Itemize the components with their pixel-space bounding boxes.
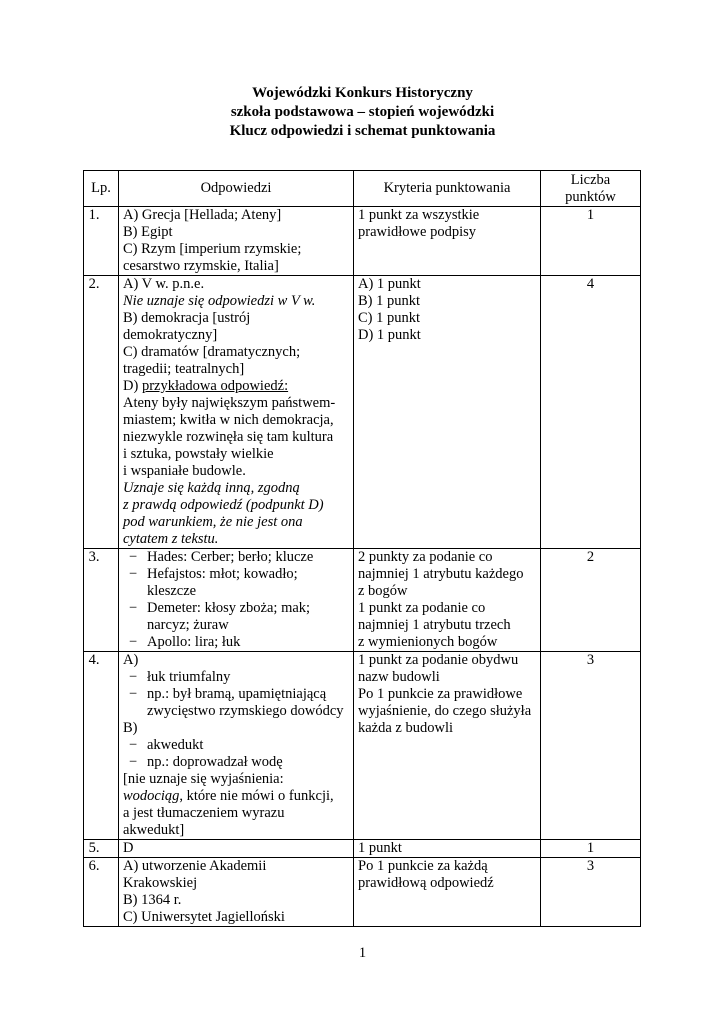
row-number: 5. (84, 840, 119, 858)
bullet-item (123, 549, 349, 566)
answer-line: C) Uniwersytet Jagielloński (123, 909, 285, 925)
table-row (84, 840, 641, 858)
bullet-item (123, 600, 349, 634)
criteria-line: najmniej 1 atrybutu każdego (358, 566, 524, 582)
table-header-row (84, 171, 641, 207)
answer-note: [nie uznaje się wyjaśnienia: (123, 771, 284, 787)
answer-line: A) Grecja [Hellada; Ateny] (123, 207, 282, 223)
bullet-text: Apollo: lira; łuk (147, 634, 241, 650)
answer-line (123, 378, 349, 395)
criteria-line: 2 punkty za podanie co (358, 549, 493, 565)
answer-note: z prawdą odpowiedź (podpunkt D) (123, 497, 324, 513)
criteria-line: każda z budowli (358, 720, 454, 736)
answer-note: akwedukt] (123, 822, 185, 838)
answer-note: cytatem z tekstu. (123, 531, 219, 547)
answer-line: A) V w. p.n.e. (123, 276, 205, 292)
answer-line: cesarstwo rzymskie, Italia] (123, 258, 279, 274)
row-answers (119, 858, 354, 927)
answer-line: miastem; kwitła w nich demokracja, (123, 412, 334, 428)
answer-underlined: przykładowa odpowiedź: (141, 378, 289, 394)
table-row (84, 276, 641, 549)
answer-line: demokratyczny] (123, 327, 218, 343)
document-subtitle: Klucz odpowiedzi i schemat punktowania (229, 123, 496, 139)
answer-note: Uznaje się każdą inną, zgodną (123, 480, 300, 496)
contest-title: Wojewódzki Konkurs Historyczny (252, 85, 473, 101)
bullet-text: np.: doprowadzał wodę (147, 754, 283, 770)
criteria-line: A) 1 punkt (358, 276, 421, 292)
criteria-line: C) 1 punkt (358, 310, 421, 326)
answer-line: B) demokracja [ustrój (123, 310, 251, 326)
row-number: 4. (84, 652, 119, 840)
criteria-line: najmniej 1 atrybutu trzech (358, 617, 511, 633)
answer-note: Nie uznaje się odpowiedzi w V w. (123, 293, 316, 309)
row-answers (119, 549, 354, 652)
page-number: 1 (358, 945, 367, 961)
header-answers: Odpowiedzi (119, 171, 354, 207)
answer-line: i sztuka, powstały wielkie (123, 446, 274, 462)
header-criteria: Kryteria punktowania (354, 171, 541, 207)
answer-line: C) Rzym [imperium rzymskie; (123, 241, 302, 257)
criteria-line: z bogów (358, 583, 408, 599)
answer-line: C) dramatów [dramatycznych; (123, 344, 301, 360)
row-answers (119, 276, 354, 549)
row-points: 3 (541, 858, 641, 927)
answer-line: D (123, 840, 134, 856)
answer-line: Ateny były największym państwem- (123, 395, 336, 411)
bullet-text: zwycięstwo rzymskiego dowódcy (147, 703, 344, 719)
bullet-item (123, 737, 349, 754)
table-row (84, 652, 641, 840)
bullet-item (123, 669, 349, 686)
bullet-item (123, 566, 349, 600)
criteria-line: prawidłową odpowiedź (358, 875, 494, 891)
answer-note (123, 788, 349, 805)
criteria-line: B) 1 punkt (358, 293, 421, 309)
criteria-line: z wymienionych bogów (358, 634, 498, 650)
criteria-line: Po 1 punkcie za każdą (358, 858, 488, 874)
answer-prefix: D) (123, 378, 142, 394)
table-row (84, 858, 641, 927)
bullet-text: akwedukt (147, 737, 204, 753)
bullet-text: − np.: był bramą, upamiętniającą (147, 686, 327, 702)
criteria-line: 1 punkt (358, 840, 402, 856)
bullet-text: kleszcze (147, 583, 197, 599)
row-answers (119, 652, 354, 840)
row-criteria (354, 840, 541, 858)
criteria-line: Po 1 punkcie za prawidłowe (358, 686, 523, 702)
criteria-line: D) 1 punkt (358, 327, 421, 343)
row-criteria (354, 652, 541, 840)
criteria-line: 1 punkt za podanie co (358, 600, 486, 616)
criteria-line: wyjaśnienie, do czego służyła (358, 703, 532, 719)
answer-line: A) (123, 652, 139, 668)
answer-key-table (83, 170, 641, 927)
header-points (541, 171, 641, 207)
row-number: 2. (84, 276, 119, 549)
header-lp: Lp. (84, 171, 119, 207)
row-points: 1 (541, 840, 641, 858)
criteria-line: prawidłowe podpisy (358, 224, 476, 240)
bullet-item (123, 754, 349, 771)
criteria-line: nazw budowli (358, 669, 440, 685)
bullet-item (123, 686, 349, 720)
row-criteria (354, 549, 541, 652)
row-criteria (354, 207, 541, 276)
criteria-line: 1 punkt za wszystkie (358, 207, 480, 223)
row-points: 1 (541, 207, 641, 276)
answer-line: i wspaniałe budowle. (123, 463, 246, 479)
row-points: 4 (541, 276, 641, 549)
contest-level: szkoła podstawowa – stopień wojewódzki (230, 104, 495, 120)
row-answers (119, 840, 354, 858)
header-points-line1: Liczba (570, 171, 611, 188)
answer-line: A) utworzenie Akademii (123, 858, 267, 874)
table-row (84, 549, 641, 652)
answer-note: pod warunkiem, że nie jest ona (123, 514, 303, 530)
bullet-text: narcyz; żuraw (147, 617, 229, 633)
answer-line: B) 1364 r. (123, 892, 182, 908)
bullet-text: − Demeter: kłosy zboża; mak; (147, 600, 311, 616)
bullet-text: łuk triumfalny (147, 669, 231, 685)
row-criteria (354, 858, 541, 927)
bullet-item (123, 634, 349, 651)
answer-italic: wodociąg (123, 788, 180, 804)
answer-line: tragedii; teatralnych] (123, 361, 245, 377)
row-number: 3. (84, 549, 119, 652)
answer-line: niezwykle rozwinęła się tam kultura (123, 429, 334, 445)
row-answers (119, 207, 354, 276)
answer-line: B) Egipt (123, 224, 173, 240)
row-criteria (354, 276, 541, 549)
answer-line: B) (123, 720, 138, 736)
document-header (0, 84, 725, 141)
header-points-line2: punktów (565, 188, 616, 205)
criteria-line: 1 punkt za podanie obydwu (358, 652, 519, 668)
answer-text: , które nie mówi o funkcji, (179, 788, 334, 804)
bullet-text: − Hefajstos: młot; kowadło; (147, 566, 298, 582)
row-number: 1. (84, 207, 119, 276)
bullet-text: Hades: Cerber; berło; klucze (147, 549, 314, 565)
row-points: 2 (541, 549, 641, 652)
row-points: 3 (541, 652, 641, 840)
answer-note: a jest tłumaczeniem wyrazu (123, 805, 285, 821)
answer-line: Krakowskiej (123, 875, 198, 891)
table-row (84, 207, 641, 276)
row-number: 6. (84, 858, 119, 927)
